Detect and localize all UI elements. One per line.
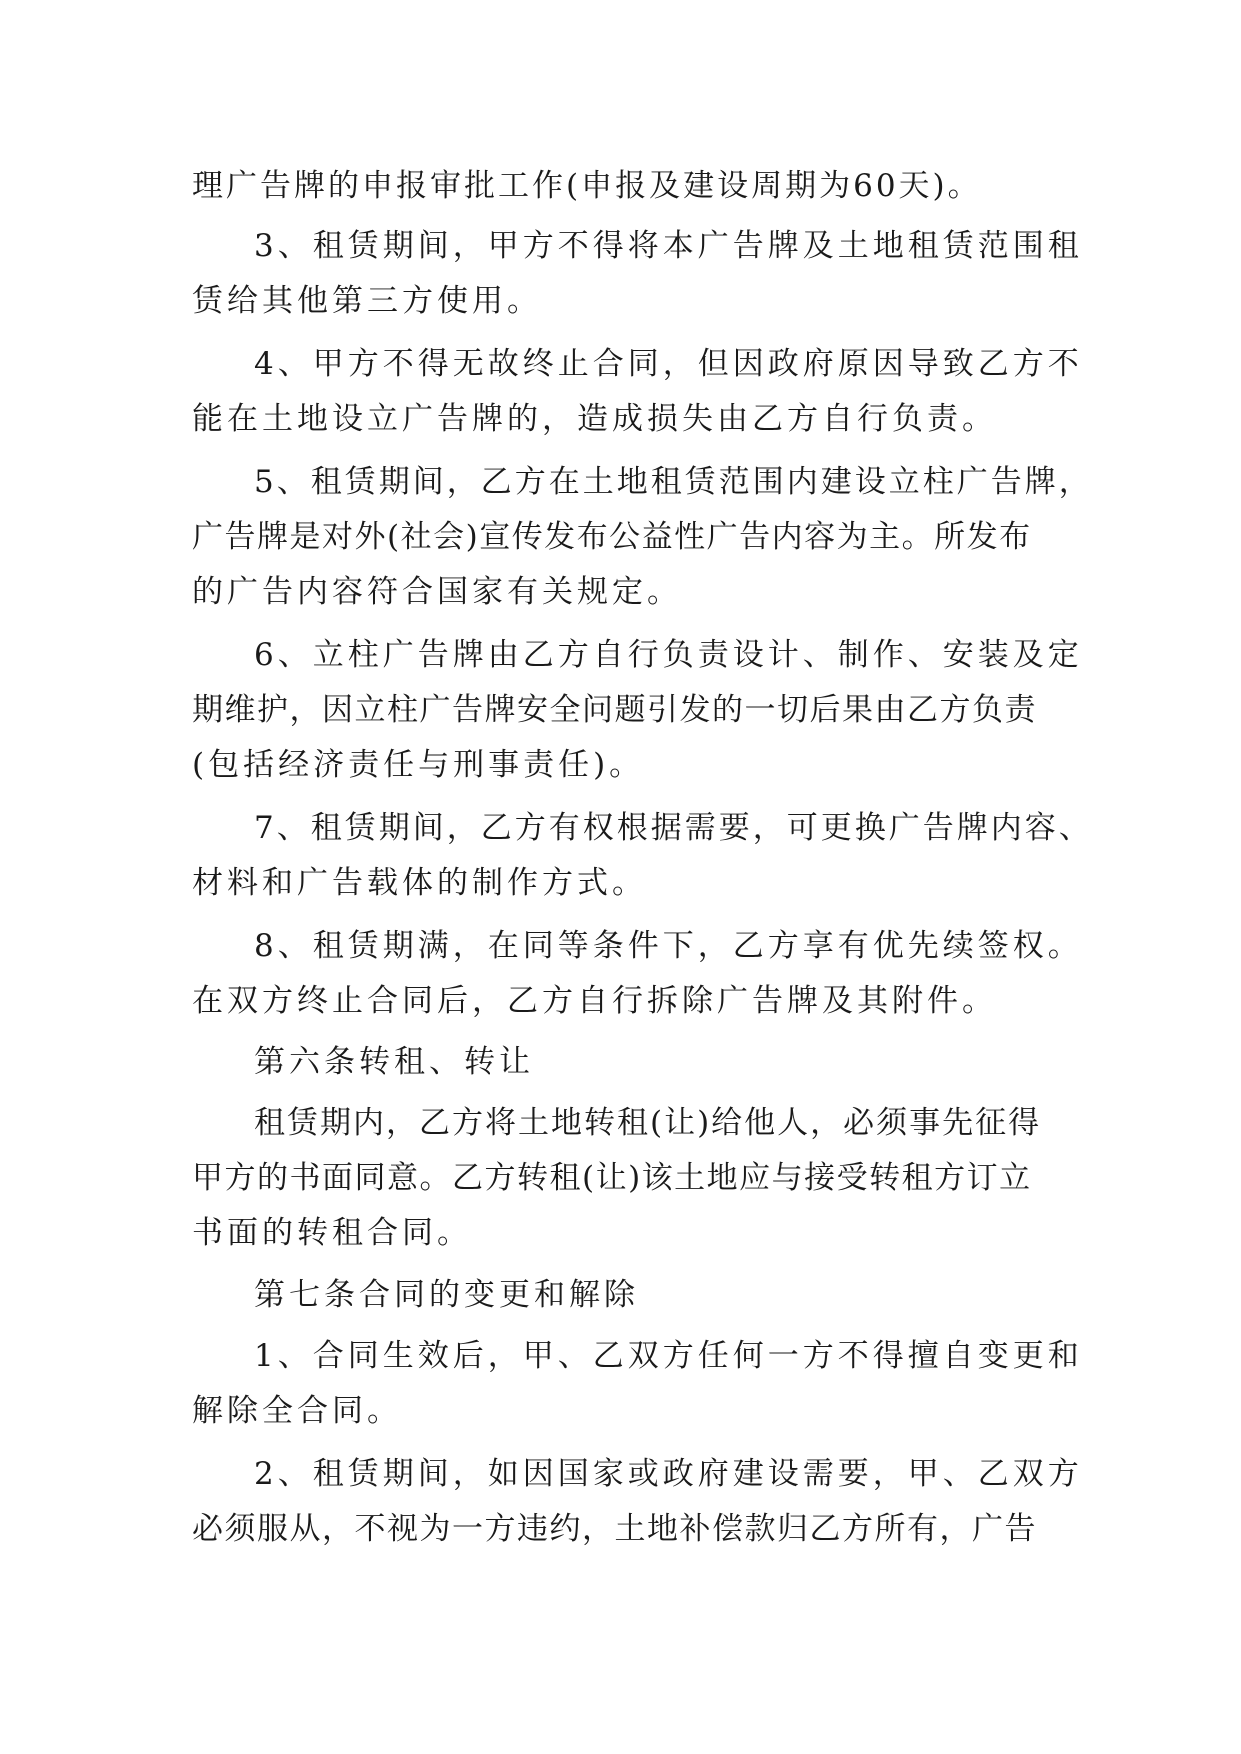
clause-4-line-1: 4、甲方不得无故终止合同，但因政府原因导致乙方不: [254, 346, 1083, 382]
text-line: 广告牌是对外(社会)宣传发布公益性广告内容为主。所发布: [192, 519, 1032, 555]
text-line: 甲方的书面同意。乙方转租(让)该土地应与接受转租方订立: [192, 1160, 1032, 1196]
section-6-line-1: 租赁期内，乙方将土地转租(让)给他人，必须事先征得: [254, 1105, 1042, 1141]
text-line: 能在土地设立广告牌的，造成损失由乙方自行负责。: [192, 401, 997, 437]
text-line: 解除全合同。: [192, 1393, 402, 1429]
clause-3-line-1: 3、租赁期间，甲方不得将本广告牌及土地租赁范围租: [254, 228, 1083, 264]
text-line: 必须服从，不视为一方违约，土地补偿款归乙方所有，广告: [192, 1511, 1037, 1547]
text-line: 材料和广告载体的制作方式。: [192, 865, 647, 901]
clause-6-line-1: 6、立柱广告牌由乙方自行负责设计、制作、安装及定: [254, 637, 1083, 673]
text-line: 在双方终止合同后，乙方自行拆除广告牌及其附件。: [192, 983, 997, 1019]
clause-8-line-1: 8、租赁期满，在同等条件下，乙方享有优先续签权。: [254, 928, 1083, 964]
text-line: 期维护，因立柱广告牌安全问题引发的一切后果由乙方负责: [192, 692, 1037, 728]
clause-7-2-line-1: 2、租赁期间，如因国家或政府建设需要，甲、乙双方: [254, 1456, 1083, 1492]
clause-5-line-1: 5、租赁期间，乙方在土地租赁范围内建设立柱广告牌，: [254, 464, 1093, 500]
section-7-heading: 第七条合同的变更和解除: [254, 1277, 639, 1313]
section-6-heading: 第六条转租、转让: [254, 1044, 534, 1080]
text-line: 赁给其他第三方使用。: [192, 283, 542, 319]
text-line: 的广告内容符合国家有关规定。: [192, 574, 682, 610]
clause-7-line-1: 7、租赁期间，乙方有权根据需要，可更换广告牌内容、: [254, 810, 1093, 846]
text-line: 理广告牌的申报审批工作(申报及建设周期为60天)。: [192, 168, 982, 204]
text-line: 书面的转租合同。: [192, 1215, 472, 1251]
text-line: (包括经济责任与刑事责任)。: [192, 747, 645, 783]
clause-7-1-line-1: 1、合同生效后，甲、乙双方任何一方不得擅自变更和: [254, 1338, 1083, 1374]
